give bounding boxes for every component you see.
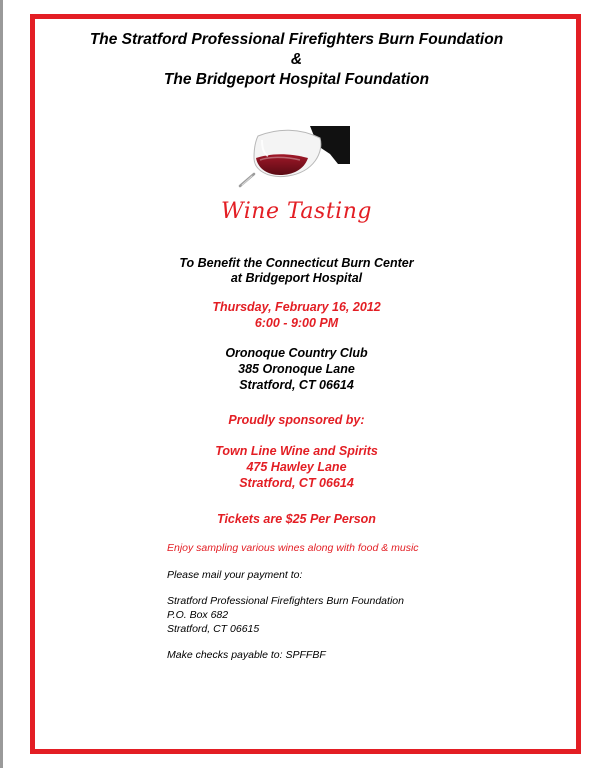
- mail-po-box: P.O. Box 682: [167, 609, 229, 621]
- sponsor-city: Stratford, CT 06614: [239, 476, 354, 490]
- checks-payable: Make checks payable to: SPFFBF: [167, 649, 326, 661]
- event-time: 6:00 - 9:00 PM: [254, 316, 339, 330]
- venue-city: Stratford, CT 06614: [239, 378, 354, 392]
- sponsor-street: 475 Hawley Lane: [246, 460, 347, 474]
- mail-city: Stratford, CT 06615: [167, 623, 260, 635]
- header-line-1: The Stratford Professional Firefighters Burn Foundation: [89, 31, 504, 48]
- header-ampersand: &: [290, 51, 303, 68]
- benefit-line-2: at Bridgeport Hospital: [230, 271, 363, 285]
- sponsor-name: Town Line Wine and Spirits: [215, 444, 378, 458]
- mail-org: Stratford Professional Firefighters Burn Foundation: [167, 595, 404, 607]
- wine-glass-icon: [238, 124, 353, 196]
- header-line-2: The Bridgeport Hospital Foundation: [163, 71, 430, 88]
- venue-name: Oronoque Country Club: [225, 346, 368, 360]
- enjoy-line: Enjoy sampling various wines along with food & music: [167, 542, 419, 554]
- wine-tasting-title: Wine Tasting: [221, 199, 372, 224]
- benefit-line-1: To Benefit the Connecticut Burn Center: [179, 256, 414, 270]
- mail-intro: Please mail your payment to:: [167, 569, 303, 581]
- sponsor-heading: Proudly sponsored by:: [228, 413, 365, 427]
- event-date: Thursday, February 16, 2012: [212, 300, 381, 314]
- ticket-price: Tickets are $25 Per Person: [217, 512, 376, 526]
- venue-street: 385 Oronoque Lane: [238, 362, 355, 376]
